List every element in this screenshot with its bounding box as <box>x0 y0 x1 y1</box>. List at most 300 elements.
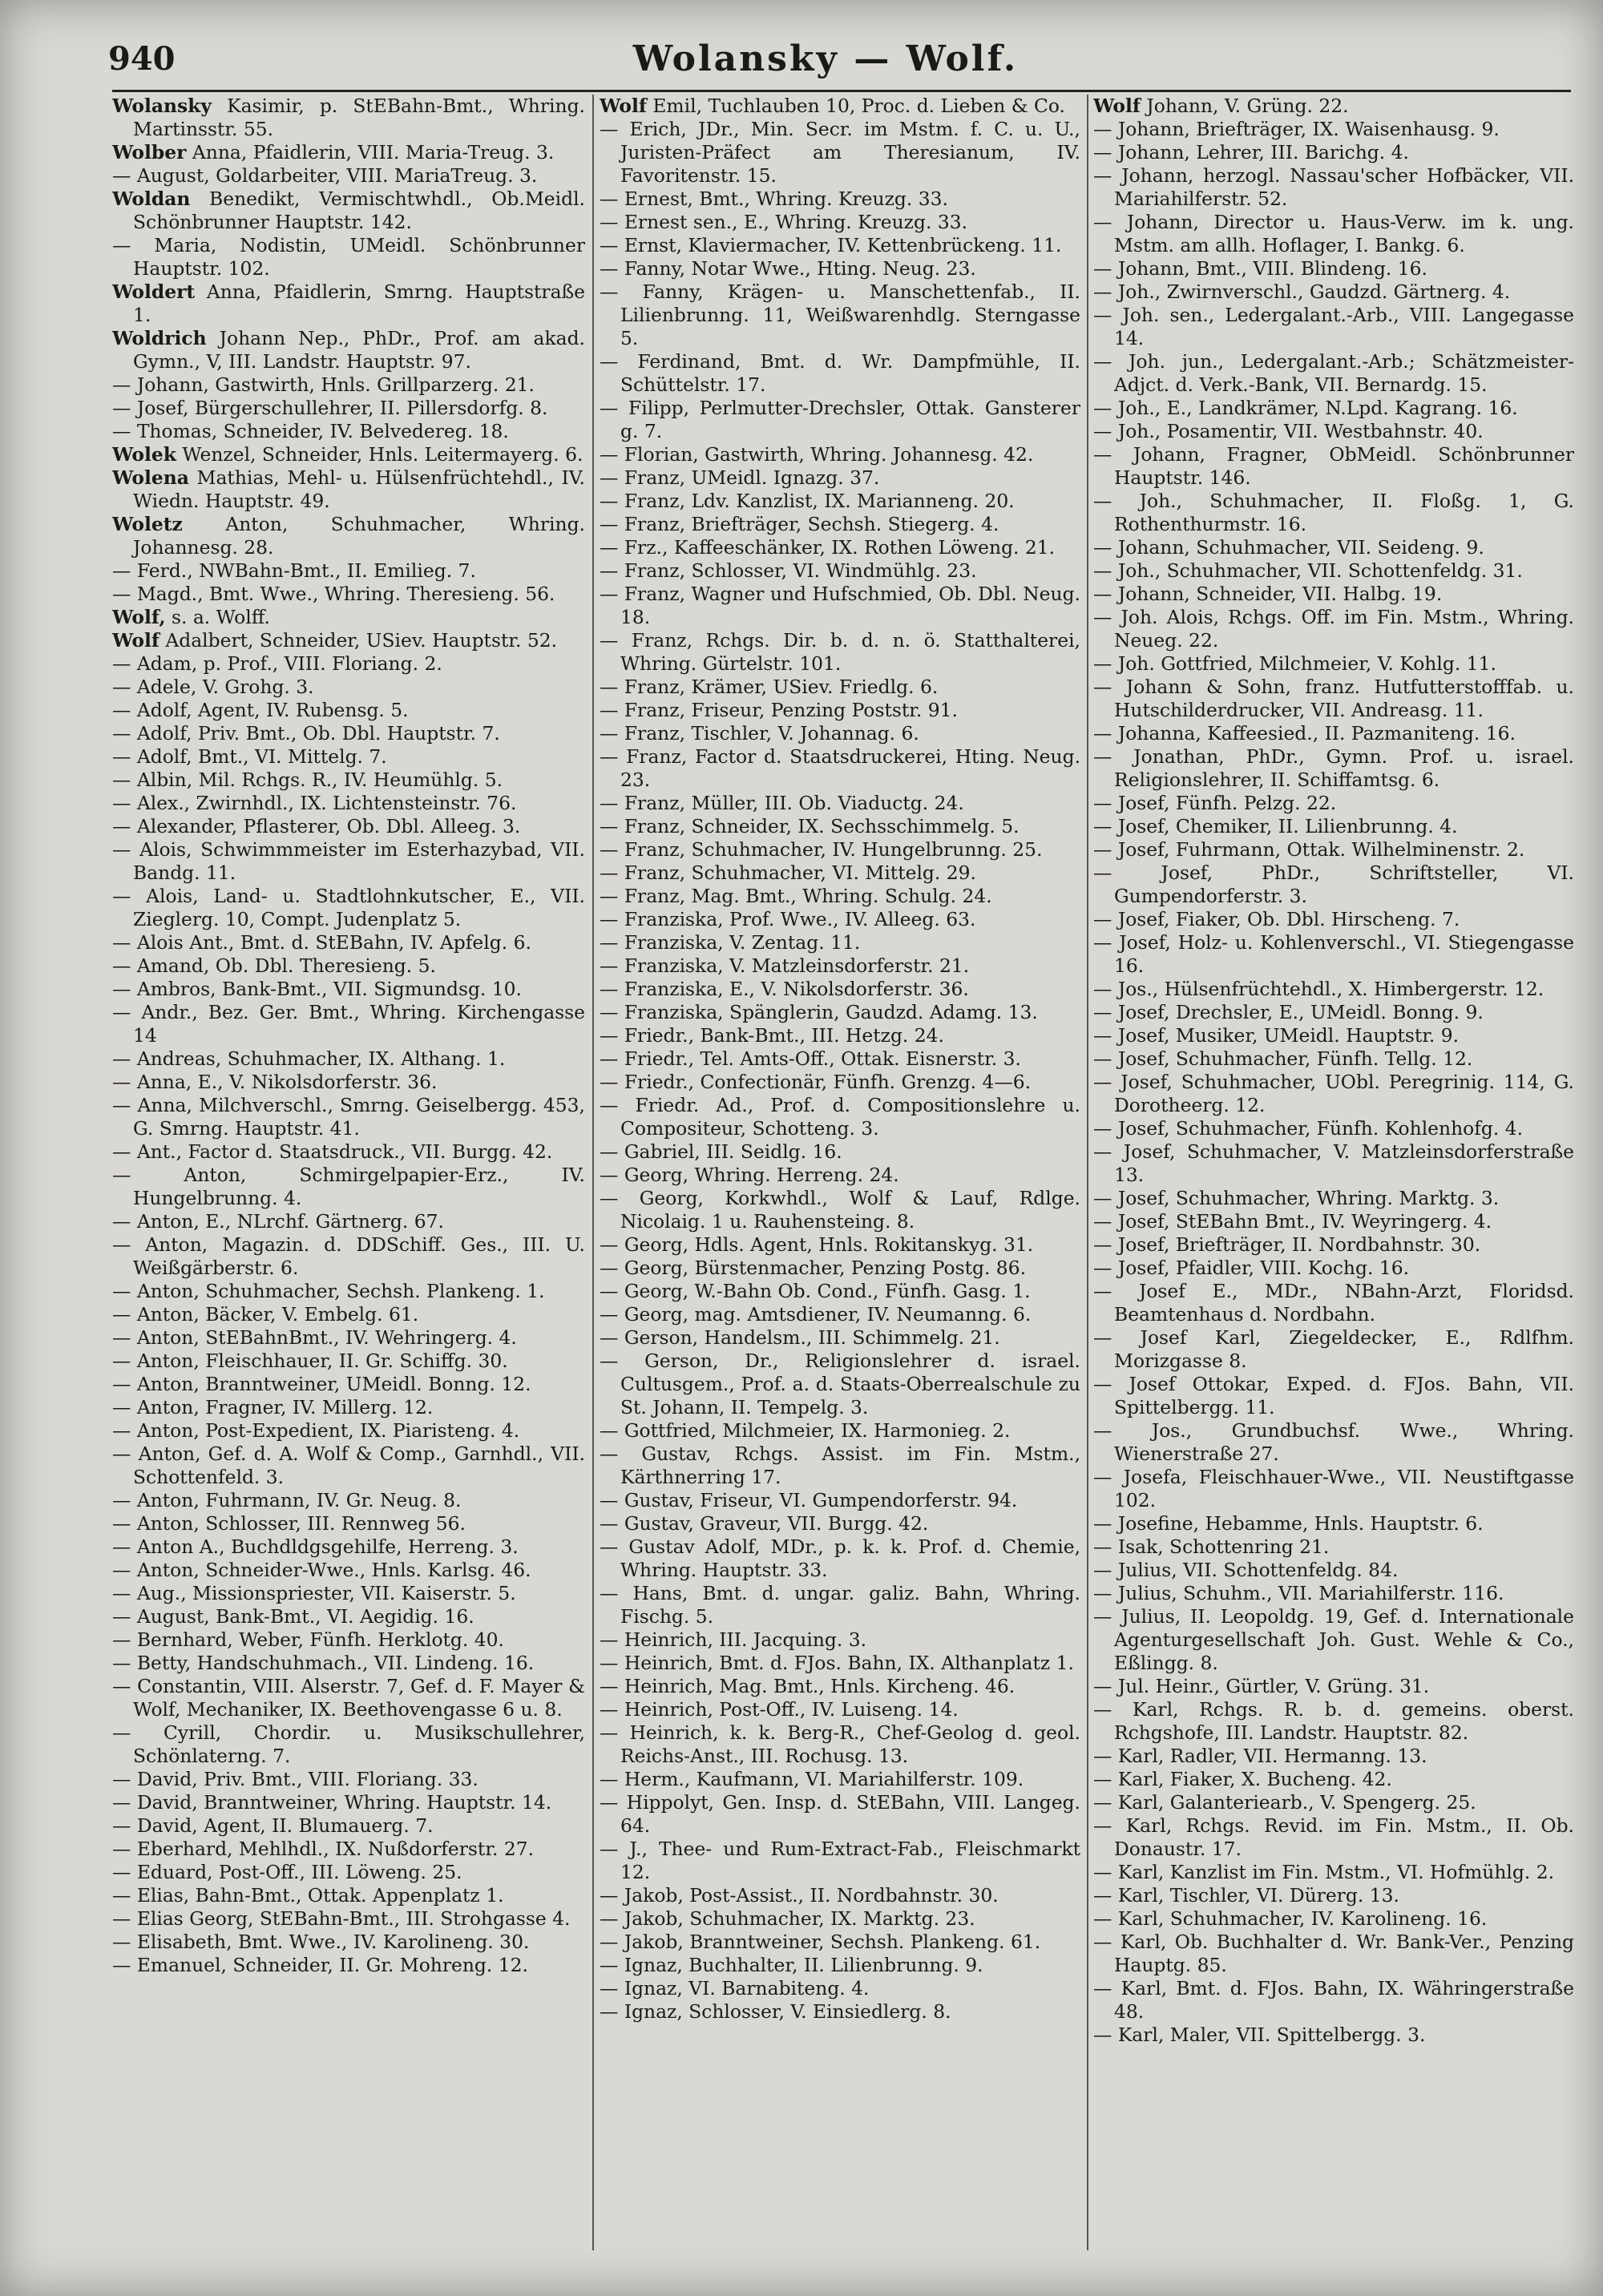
entry-text: — Ignaz, Schlosser, V. Einsiedlerg. 8. <box>600 2000 951 2023</box>
directory-entry <box>1093 1884 1574 1907</box>
directory-entry <box>1093 1698 1574 1745</box>
entry-text: — Josef, Pfaidler, VIII. Kochg. 16. <box>1093 1257 1410 1279</box>
directory-entry <box>1093 1210 1574 1233</box>
directory-entry <box>1093 95 1574 118</box>
entry-text: — Franziska, V. Matzleinsdorferstr. 21. <box>600 954 970 977</box>
directory-entry <box>600 699 1080 722</box>
directory-entry <box>112 1512 585 1535</box>
directory-entry <box>600 95 1080 118</box>
entry-text: — Maria, Nodistin, UMeidl. Schönbrunner Hauptstr. 102. <box>112 234 585 280</box>
entry-text: — Alois, Land- u. Stadtlohnkutscher, E., VII. Zieglerg. 10, Compt. Judenplatz 5. <box>112 885 585 930</box>
entry-surname: Wolf <box>600 95 647 117</box>
entry-text: — Georg, Whring. Herreng. 24. <box>600 1164 899 1186</box>
directory-entry <box>600 629 1080 676</box>
entry-text: — August, Goldarbeiter, VIII. MariaTreug. 3. <box>112 164 538 187</box>
entry-text: — Franz, Tischler, V. Johannag. 6. <box>600 722 919 744</box>
entry-text: — Joh. Alois, Rchgs. Off. im Fin. Mstm., Whring. Neueg. 22. <box>1093 606 1574 652</box>
entry-text: — Julius, II. Leopoldg. 19, Gef. d. Internationale Agenturgesellschaft Joh. Gust. Wehle & Co., Eßlingg. 8. <box>1093 1605 1574 1674</box>
entry-text: — Herm., Kaufmann, VI. Mariahilferstr. 109. <box>600 1768 1024 1790</box>
entry-surname: Wolf <box>1093 95 1141 117</box>
entry-text: — Josef, Fünfh. Pelzg. 22. <box>1093 792 1337 814</box>
entry-text: — Filipp, Perlmutter-Drechsler, Ottak. Gansterer g. 7. <box>600 397 1080 442</box>
entry-text: — Friedr., Tel. Amts-Off., Ottak. Eisnerstr. 3. <box>600 1047 1021 1070</box>
entry-text: — Gustav, Friseur, VI. Gumpendorferstr. 94. <box>600 1489 1018 1511</box>
entry-text: — Jos., Hülsenfrüchtehdl., X. Himbergerstr. 12. <box>1093 978 1544 1000</box>
directory-entry <box>1093 792 1574 815</box>
entry-text: — Heinrich, Bmt. d. FJos. Bahn, IX. Althanplatz 1. <box>600 1652 1074 1674</box>
entry-text: Kasimir, p. StEBahn-Bmt., Whring. Martinsstr. 55. <box>133 95 585 140</box>
directory-entry <box>600 1675 1080 1698</box>
entry-text: — Franziska, Spänglerin, Gaudzd. Adamg. 13. <box>600 1001 1038 1023</box>
entry-text: — Josef, PhDr., Schriftsteller, VI. Gumpendorferstr. 3. <box>1093 862 1574 907</box>
directory-entry <box>112 1303 585 1326</box>
entry-text: — Anton, Gef. d. A. Wolf & Comp., Garnhdl., VII. Schottenfeld. 3. <box>112 1443 585 1488</box>
directory-entry <box>112 676 585 699</box>
entry-text: — Franz, Müller, III. Ob. Viaductg. 24. <box>600 792 964 814</box>
directory-entry <box>112 1094 585 1140</box>
directory-entry <box>112 1582 585 1605</box>
entry-text: — Franz, Factor d. Staatsdruckerei, Hting. Neug. 23. <box>600 745 1080 791</box>
directory-entry <box>1093 1001 1574 1024</box>
directory-entry <box>600 1907 1080 1931</box>
directory-entry <box>1093 583 1574 606</box>
directory-entry <box>600 931 1080 954</box>
entry-text: — Joh., Zwirnverschl., Gaudzd. Gärtnerg. 4. <box>1093 280 1511 303</box>
entry-text: — Gottfried, Milchmeier, IX. Harmonieg. 2. <box>600 1419 1011 1442</box>
directory-entry <box>1093 1187 1574 1210</box>
entry-text: — Albin, Mil. Rchgs. R., IV. Heumühlg. 5. <box>112 769 503 791</box>
directory-entry <box>1093 257 1574 280</box>
entry-text: — Elias Georg, StEBahn-Bmt., III. Strohgasse 4. <box>112 1907 571 1930</box>
entry-text: — Hans, Bmt. d. ungar. galiz. Bahn, Whring. Fischg. 5. <box>600 1582 1080 1628</box>
directory-entry <box>600 280 1080 350</box>
directory-entry <box>112 1419 585 1443</box>
directory-entry <box>600 1419 1080 1443</box>
entry-text: — Josef, Briefträger, II. Nordbahnstr. 30. <box>1093 1233 1481 1256</box>
column-divider <box>592 95 594 2250</box>
directory-column-3 <box>1093 95 1574 2258</box>
directory-entry <box>1093 1907 1574 1931</box>
entry-text: — Anton, Post-Expedient, IX. Piaristeng. 4. <box>112 1419 520 1442</box>
directory-entry <box>600 397 1080 443</box>
directory-entry <box>112 1838 585 1861</box>
entry-text: — Joh., Schuhmacher, VII. Schottenfeldg. 31. <box>1093 559 1523 582</box>
directory-entry <box>600 1233 1080 1257</box>
directory-entry <box>1093 141 1574 164</box>
entry-text: — Josef, Bürgerschullehrer, II. Pillersdorfg. 8. <box>112 397 548 419</box>
entry-text: — Hippolyt, Gen. Insp. d. StEBahn, VIII. Langeg. 64. <box>600 1791 1080 1837</box>
entry-text: — Karl, Radler, VII. Hermanng. 13. <box>1093 1745 1427 1767</box>
entry-text: — Josef, Schuhmacher, Fünfh. Tellg. 12. <box>1093 1047 1473 1070</box>
directory-entry <box>600 118 1080 188</box>
entry-text: — Anton, Fuhrmann, IV. Gr. Neug. 8. <box>112 1489 462 1511</box>
entry-text: — Josef Ottokar, Exped. d. FJos. Bahn, VII. Spittelbergg. 11. <box>1093 1373 1574 1418</box>
entry-text: — Georg, W.-Bahn Ob. Cond., Fünfh. Gasg. 1. <box>600 1280 1031 1302</box>
entry-text: — Joh., Posamentir, VII. Westbahnstr. 40. <box>1093 420 1484 442</box>
entry-text: — Heinrich, Mag. Bmt., Hnls. Kircheng. 46. <box>600 1675 1016 1697</box>
entry-text: — Anton, Fragner, IV. Millerg. 12. <box>112 1396 434 1418</box>
entry-text: — Josef, Schuhmacher, Whring. Marktg. 3. <box>1093 1187 1500 1209</box>
directory-entry <box>1093 420 1574 443</box>
entry-text: Anton, Schuhmacher, Whring. Johannesg. 28. <box>133 513 585 559</box>
entry-surname: Woletz <box>112 513 183 535</box>
entry-text: Anna, Pfaidlerin, VIII. Maria-Treug. 3. <box>186 141 555 163</box>
entry-text: — Johann, Fragner, ObMeidl. Schönbrunner Hauptstr. 146. <box>1093 443 1574 489</box>
directory-entry <box>1093 606 1574 652</box>
entry-text: — Josefine, Hebamme, Hnls. Hauptstr. 6. <box>1093 1512 1484 1535</box>
directory-entry <box>600 2000 1080 2024</box>
entry-surname: Wolek <box>112 443 176 466</box>
entry-text: — Gerson, Handelsm., III. Schimmelg. 21. <box>600 1326 1000 1349</box>
directory-entry <box>112 559 585 583</box>
entry-text: — Franz, Schneider, IX. Sechsschimmelg. 5. <box>600 815 1020 837</box>
entry-text: — Georg, mag. Amtsdiener, IV. Neumanng. 6. <box>600 1303 1032 1326</box>
directory-entry <box>112 1326 585 1350</box>
directory-entry <box>600 1931 1080 1954</box>
directory-entry <box>600 1071 1080 1094</box>
entry-text: — Franz, Rchgs. Dir. b. d. n. ö. Statthalterei, Whring. Gürtelstr. 101. <box>600 629 1080 675</box>
directory-entry <box>112 1373 585 1396</box>
entry-text: — Thomas, Schneider, IV. Belvedereg. 18. <box>112 420 509 442</box>
directory-entry <box>600 1001 1080 1024</box>
directory-entry <box>1093 1861 1574 1884</box>
directory-entry <box>600 536 1080 559</box>
entry-text: — Karl, Ob. Buchhalter d. Wr. Bank-Ver., Penzing Hauptg. 85. <box>1093 1931 1574 1976</box>
entry-text: — Anton, E., NLrchf. Gärtnerg. 67. <box>112 1210 444 1233</box>
entry-text: — Heinrich, k. k. Berg-R., Chef-Geolog d. geol. Reichs-Anst., III. Rochusg. 13. <box>600 1721 1080 1767</box>
directory-entry <box>112 1861 585 1884</box>
directory-entry <box>600 1698 1080 1721</box>
directory-entry <box>1093 397 1574 420</box>
entry-text: — Emanuel, Schneider, II. Gr. Mohreng. 12. <box>112 1954 528 1976</box>
directory-entry <box>112 1535 585 1559</box>
directory-entry <box>112 397 585 420</box>
entry-surname: Woldan <box>112 188 191 210</box>
entry-text: — Ferdinand, Bmt. d. Wr. Dampfmühle, II. Schüttelstr. 17. <box>600 350 1080 396</box>
directory-entry <box>1093 280 1574 304</box>
entry-text: — Karl, Tischler, VI. Dürerg. 13. <box>1093 1884 1399 1907</box>
entry-text: — Jul. Heinr., Gürtler, V. Grüng. 31. <box>1093 1675 1430 1697</box>
entry-text: — Alois Ant., Bmt. d. StEBahn, IV. Apfelg. 6. <box>112 931 531 954</box>
entry-text: — Constantin, VIII. Alserstr. 7, Gef. d. F. Mayer & Wolf, Mechaniker, IX. Beethovengasse 6 u. 8. <box>112 1675 585 1721</box>
directory-entry <box>1093 1977 1574 2024</box>
entry-text: — Joh. Gottfried, Milchmeier, V. Kohlg. 11. <box>1093 652 1496 675</box>
directory-entry <box>1093 118 1574 141</box>
entry-text: — Adele, V. Grohg. 3. <box>112 676 314 698</box>
entry-text: — Alexander, Pflasterer, Ob. Dbl. Alleeg. 3. <box>112 815 521 837</box>
entry-text: — Anton, StEBahnBmt., IV. Wehringerg. 4. <box>112 1326 517 1349</box>
directory-entry <box>600 1187 1080 1233</box>
directory-entry <box>112 280 585 327</box>
directory-entry <box>600 513 1080 536</box>
entry-surname: Woldrich <box>112 327 207 349</box>
directory-entry <box>1093 815 1574 838</box>
entry-text: — Jakob, Branntweiner, Sechsh. Plankeng. 61. <box>600 1931 1041 1953</box>
entry-surname: Woldert <box>112 280 196 303</box>
directory-entry <box>112 466 585 513</box>
entry-text: — Andr., Bez. Ger. Bmt., Whring. Kirchengasse 14 <box>112 1001 585 1047</box>
directory-entry <box>112 885 585 931</box>
entry-text: — Josefa, Fleischhauer-Wwe., VII. Neustiftgasse 102. <box>1093 1466 1574 1511</box>
entry-text: — Friedr. Ad., Prof. d. Compositionslehre u. Compositeur, Schotteng. 3. <box>600 1094 1080 1140</box>
directory-entry <box>1093 1373 1574 1419</box>
directory-entry <box>1093 1582 1574 1605</box>
entry-text: — Amand, Ob. Dbl. Theresieng. 5. <box>112 954 436 977</box>
directory-entry <box>112 188 585 234</box>
directory-entry <box>112 1140 585 1164</box>
entry-text: — Ambros, Bank-Bmt., VII. Sigmundsg. 10. <box>112 978 522 1000</box>
entry-text: — Gabriel, III. Seidlg. 16. <box>600 1140 842 1163</box>
directory-entry <box>1093 350 1574 397</box>
directory-entry <box>112 1047 585 1071</box>
directory-entry <box>1093 1791 1574 1814</box>
entry-surname: Wolansky <box>112 95 212 117</box>
entry-text: — Gustav, Rchgs. Assist. im Fin. Mstm., Kärthnerring 17. <box>600 1443 1080 1488</box>
directory-entry <box>600 1024 1080 1047</box>
entry-text: — Ernst, Klaviermacher, IV. Kettenbrückeng. 11. <box>600 234 1062 256</box>
entry-text: — Karl, Kanzlist im Fin. Mstm., VI. Hofmühlg. 2. <box>1093 1861 1555 1883</box>
column-divider <box>1087 95 1088 2250</box>
entry-text: — Anton, Branntweiner, UMeidl. Bonng. 12. <box>112 1373 531 1395</box>
directory-entry <box>600 1489 1080 1512</box>
entry-text: — Frz., Kaffeeschänker, IX. Rothen Löweng. 21. <box>600 536 1056 559</box>
entry-text: — Karl, Rchgs. Revid. im Fin. Mstm., II. Ob. Donaustr. 17. <box>1093 1814 1574 1860</box>
entry-text: — Gustav, Graveur, VII. Burgg. 42. <box>600 1512 929 1535</box>
entry-text: — August, Bank-Bmt., VI. Aegidig. 16. <box>112 1605 474 1628</box>
directory-entry <box>112 583 585 606</box>
directory-entry <box>112 629 585 652</box>
entry-text: — Anton, Magazin. d. DDSchiff. Ges., III. U. Weißgärberstr. 6. <box>112 1233 585 1279</box>
directory-entry <box>112 1721 585 1768</box>
entry-text: — Isak, Schottenring 21. <box>1093 1535 1330 1558</box>
entry-text: — Gerson, Dr., Religionslehrer d. israel. Cultusgem., Prof. a. d. Staats-Oberrealschule zu St. Johann, II. Tempelg. 3. <box>600 1350 1080 1418</box>
directory-entry <box>112 699 585 722</box>
entry-text: — Franz, Schuhmacher, IV. Hungelbrunng. 25. <box>600 838 1043 861</box>
entry-text: — Joh. jun., Ledergalant.-Arb.; Schätzmeister-Adjct. d. Verk.-Bank, VII. Bernardg. 15. <box>1093 350 1574 396</box>
directory-entry <box>1093 1047 1574 1071</box>
directory-entry <box>112 1489 585 1512</box>
entry-text: — Johann, Director u. Haus-Verw. im k. ung. Mstm. am allh. Hoflager, I. Bankg. 6. <box>1093 211 1574 256</box>
directory-entry <box>112 838 585 885</box>
directory-entry <box>112 234 585 280</box>
entry-text: — Jos., Grundbuchsf. Wwe., Whring. Wienerstraße 27. <box>1093 1419 1574 1465</box>
entry-text: — Aug., Missionspriester, VII. Kaiserstr. 5. <box>112 1582 516 1604</box>
entry-surname: Wolber <box>112 141 187 163</box>
directory-entry <box>600 350 1080 397</box>
entry-text: — Julius, Schuhm., VII. Mariahilferstr. 116. <box>1093 1582 1504 1604</box>
entry-text: — Karl, Fiaker, X. Bucheng. 42. <box>1093 1768 1392 1790</box>
entry-text: — Andreas, Schuhmacher, IX. Althang. 1. <box>112 1047 506 1070</box>
entry-text: — Magd., Bmt. Wwe., Whring. Theresieng. 56. <box>112 583 555 605</box>
entry-text: Mathias, Mehl- u. Hülsenfrüchtehdl., IV. Wiedn. Hauptstr. 49. <box>133 466 585 512</box>
directory-entry <box>1093 931 1574 978</box>
directory-entry <box>600 676 1080 699</box>
entry-text: — Adolf, Agent, IV. Rubensg. 5. <box>112 699 409 721</box>
directory-entry <box>112 420 585 443</box>
entry-text: — Heinrich, Post-Off., IV. Luiseng. 14. <box>600 1698 959 1721</box>
entry-text: — Josef, Fiaker, Ob. Dbl. Hirscheng. 7. <box>1093 908 1460 930</box>
directory-entry <box>600 257 1080 280</box>
entry-text: — Karl, Rchgs. R. b. d. gemeins. oberst. Rchgshofe, III. Landstr. Hauptstr. 82. <box>1093 1698 1574 1744</box>
entry-text: — Ant., Factor d. Staatsdruck., VII. Burgg. 42. <box>112 1140 553 1163</box>
entry-text: — Franz, Wagner und Hufschmied, Ob. Dbl. Neug. 18. <box>600 583 1080 628</box>
entry-surname: Wolf, <box>112 606 166 628</box>
directory-entry <box>600 792 1080 815</box>
directory-entry <box>600 559 1080 583</box>
directory-entry <box>112 1233 585 1280</box>
directory-entry <box>1093 2024 1574 2047</box>
entry-text: — Franz, Friseur, Penzing Poststr. 91. <box>600 699 958 721</box>
directory-entry <box>600 838 1080 862</box>
directory-entry <box>112 954 585 978</box>
directory-entry <box>600 954 1080 978</box>
entry-text: — Johann, Schuhmacher, VII. Seideng. 9. <box>1093 536 1484 559</box>
entry-text: — Adam, p. Prof., VIII. Floriang. 2. <box>112 652 442 675</box>
entry-text: — Anton, Schuhmacher, Sechsh. Plankeng. 1. <box>112 1280 545 1302</box>
directory-entry <box>600 1350 1080 1419</box>
entry-text: — Franz, Schuhmacher, VI. Mittelg. 29. <box>600 862 976 884</box>
entry-text: — Karl, Maler, VII. Spittelbergg. 3. <box>1093 2024 1426 2046</box>
running-head: Wolansky — Wolf. <box>632 38 1019 79</box>
entry-text: — David, Priv. Bmt., VIII. Floriang. 33. <box>112 1768 478 1790</box>
directory-entry <box>112 1652 585 1675</box>
entry-text: Anna, Pfaidlerin, Smrng. Hauptstraße 1. <box>133 280 585 326</box>
page-header <box>80 32 1571 90</box>
entry-text: — Joh., E., Landkrämer, N.Lpd. Kagrang. 16. <box>1093 397 1518 419</box>
header-rule <box>112 90 1571 92</box>
entry-surname: Wolf <box>112 629 159 652</box>
directory-entry <box>1093 1326 1574 1373</box>
directory-entry <box>112 1907 585 1931</box>
entry-text: — Franziska, E., V. Nikolsdorferstr. 36. <box>600 978 969 1000</box>
entry-text: — Johann, Briefträger, IX. Waisenhausg. 9. <box>1093 118 1500 140</box>
directory-entry <box>112 745 585 769</box>
directory-entry <box>600 1652 1080 1675</box>
entry-text: — Franz, Krämer, USiev. Friedlg. 6. <box>600 676 939 698</box>
entry-text: — Johann, Schneider, VII. Halbg. 19. <box>1093 583 1443 605</box>
directory-entry <box>1093 164 1574 211</box>
directory-entry <box>112 1814 585 1838</box>
directory-entry <box>112 1559 585 1582</box>
directory-entry <box>600 211 1080 234</box>
directory-column-1 <box>112 95 585 2258</box>
directory-entry <box>1093 1512 1574 1535</box>
entry-text: — Gustav Adolf, MDr., p. k. k. Prof. d. Chemie, Whring. Hauptstr. 33. <box>600 1535 1080 1581</box>
entry-text: — Anton, Bäcker, V. Embelg. 61. <box>112 1303 419 1326</box>
directory-entry <box>600 1768 1080 1791</box>
entry-text: — Julius, VII. Schottenfeldg. 84. <box>1093 1559 1399 1581</box>
entry-text: — Josef, Schuhmacher, UObl. Peregrinig. 114, G. Dorotheerg. 12. <box>1093 1071 1574 1116</box>
directory-entry <box>600 1954 1080 1977</box>
directory-entry <box>1093 676 1574 722</box>
entry-text: — Anton, Schmirgelpapier-Erz., IV. Hungelbrunng. 4. <box>112 1164 585 1209</box>
entry-text: — Anton, Schneider-Wwe., Hnls. Karlsg. 46. <box>112 1559 531 1581</box>
directory-entry <box>1093 1233 1574 1257</box>
directory-entry <box>600 583 1080 629</box>
directory-entry <box>600 1791 1080 1838</box>
entry-text: Johann Nep., PhDr., Prof. am akad. Gymn., V, III. Landstr. Hauptstr. 97. <box>133 327 585 373</box>
directory-entry <box>600 1884 1080 1907</box>
directory-entry <box>1093 1814 1574 1861</box>
directory-entry <box>1093 978 1574 1001</box>
directory-entry <box>1093 1931 1574 1977</box>
entry-text: Adalbert, Schneider, USiev. Hauptstr. 52. <box>159 629 558 652</box>
directory-entry <box>112 141 585 164</box>
directory-entry <box>600 234 1080 257</box>
directory-entry <box>112 1628 585 1652</box>
directory-entry <box>112 1675 585 1721</box>
directory-entry <box>600 862 1080 885</box>
entry-text: — Ernest, Bmt., Whring. Kreuzg. 33. <box>600 188 948 210</box>
directory-entry <box>600 1047 1080 1071</box>
entry-text: — Jonathan, PhDr., Gymn. Prof. u. israel. Religionslehrer, II. Schiffamtsg. 6. <box>1093 745 1574 791</box>
directory-entry <box>600 978 1080 1001</box>
entry-text: — Florian, Gastwirth, Whring. Johannesg. 42. <box>600 443 1034 466</box>
directory-entry <box>112 1001 585 1047</box>
directory-entry <box>1093 722 1574 745</box>
directory-entry <box>112 1605 585 1628</box>
entry-text: — Franz, Schlosser, VI. Windmühlg. 23. <box>600 559 977 582</box>
directory-entry <box>1093 1140 1574 1187</box>
entry-text: Benedikt, Vermischtwhdl., Ob.Meidl. Schönbrunner Hauptstr. 142. <box>133 188 585 233</box>
entry-text: — Friedr., Bank-Bmt., III. Hetzg. 24. <box>600 1024 944 1047</box>
entry-text: — Jakob, Schuhmacher, IX. Marktg. 23. <box>600 1907 975 1930</box>
entry-text: — Johann, Gastwirth, Hnls. Grillparzerg. 21. <box>112 373 535 396</box>
entry-text: — Ernest sen., E., Whring. Kreuzg. 33. <box>600 211 968 233</box>
directory-entry <box>600 1094 1080 1140</box>
directory-entry <box>112 978 585 1001</box>
directory-entry <box>1093 211 1574 257</box>
directory-entry <box>112 815 585 838</box>
directory-entry <box>1093 1024 1574 1047</box>
directory-entry <box>112 1164 585 1210</box>
entry-text: — Anna, Milchverschl., Smrng. Geiselbergg. 453, G. Smrng. Hauptstr. 41. <box>112 1094 585 1140</box>
entry-text: — Johanna, Kaffeesied., II. Pazmaniteng. 16. <box>1093 722 1516 744</box>
entry-text: — Anton A., Buchdldgsgehilfe, Herreng. 3. <box>112 1535 519 1558</box>
entry-text: — Georg, Korkwhdl., Wolf & Lauf, Rdlge. Nicolaig. 1 u. Rauhensteing. 8. <box>600 1187 1080 1233</box>
directory-entry <box>1093 1768 1574 1791</box>
entry-text: — Josef, StEBahn Bmt., IV. Weyringerg. 4. <box>1093 1210 1492 1233</box>
entry-text: — Alex., Zwirnhdl., IX. Lichtensteinstr. 76. <box>112 792 517 814</box>
entry-text: Wenzel, Schneider, Hnls. Leitermayerg. 6. <box>176 443 583 466</box>
directory-entry <box>112 652 585 676</box>
directory-entry <box>1093 1675 1574 1698</box>
entry-text: — Karl, Bmt. d. FJos. Bahn, IX. Währingerstraße 48. <box>1093 1977 1574 2023</box>
directory-entry <box>112 1071 585 1094</box>
entry-text: — Adolf, Priv. Bmt., Ob. Dbl. Hauptstr. 7. <box>112 722 500 744</box>
entry-text: — Josef E., MDr., NBahn-Arzt, Floridsd. Beamtenhaus d. Nordbahn. <box>1093 1280 1574 1326</box>
directory-entry <box>1093 1280 1574 1326</box>
directory-entry <box>1093 490 1574 536</box>
directory-entry <box>1093 1466 1574 1512</box>
directory-entry <box>112 1443 585 1489</box>
entry-text: — Georg, Hdls. Agent, Hnls. Rokitanskyg. 31. <box>600 1233 1034 1256</box>
directory-entry <box>600 1838 1080 1884</box>
entry-text: — Alois, Schwimmmeister im Esterhazybad, VII. Bandg. 11. <box>112 838 585 884</box>
entry-text: — Josef, Fuhrmann, Ottak. Wilhelminenstr. 2. <box>1093 838 1525 861</box>
directory-entry <box>112 373 585 397</box>
directory-entry <box>600 1977 1080 2000</box>
directory-entry <box>112 164 585 188</box>
directory-entry <box>1093 745 1574 792</box>
entry-text: — Anna, E., V. Nikolsdorferstr. 36. <box>112 1071 438 1093</box>
entry-text: — Josef, Chemiker, II. Lilienbrunng. 4. <box>1093 815 1458 837</box>
entry-text: — Eduard, Post-Off., III. Löweng. 25. <box>112 1861 462 1883</box>
entry-text: — Adolf, Bmt., VI. Mittelg. 7. <box>112 745 387 768</box>
directory-entry <box>600 885 1080 908</box>
entry-text: — Ignaz, VI. Barnabiteng. 4. <box>600 1977 870 1999</box>
entry-text: — Friedr., Confectionär, Fünfh. Grenzg. 4—6. <box>600 1071 1032 1093</box>
